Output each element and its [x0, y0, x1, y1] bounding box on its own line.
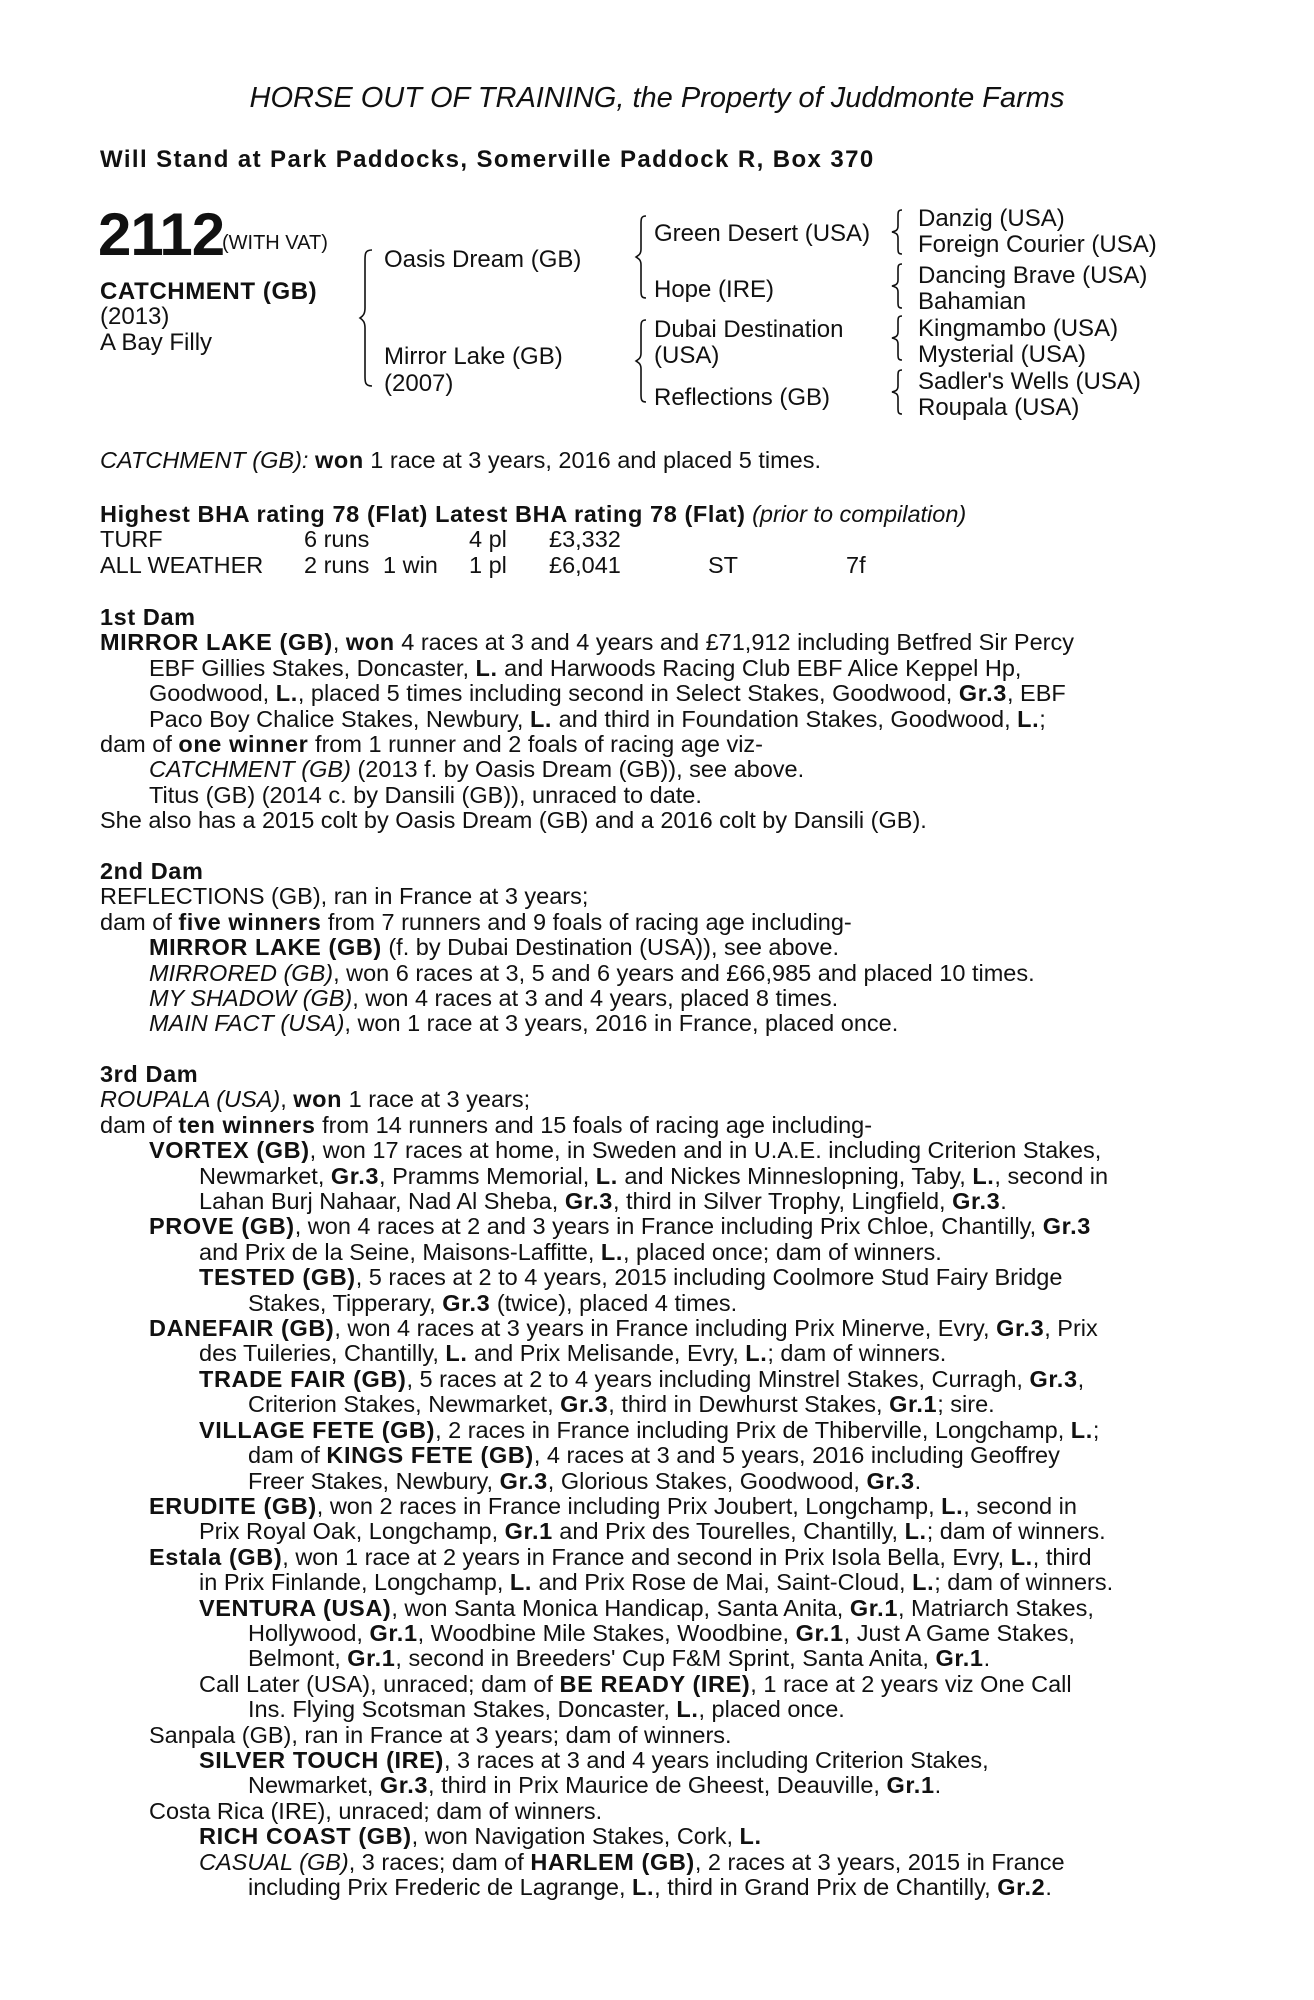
stand-location: Will Stand at Park Paddocks, Somerville Paddock R, Box 370	[100, 146, 875, 173]
first-dam-line: Goodwood, L., placed 5 times including second in Select Stakes, Goodwood, Gr.3, EBF	[149, 680, 1066, 707]
second-dam-section	[100, 859, 1035, 1037]
progeny-line: Sanpala (GB), ran in France at 3 years; dam of winners.	[149, 1721, 732, 1748]
second-dam-line: MIRRORED (GB), won 6 races at 3, 5 and 6 years and £66,985 and placed 10 times.	[149, 959, 1035, 986]
bha-rating: Highest BHA rating 78 (Flat) Latest BHA rating 78 (Flat) (prior to compilation)	[100, 501, 967, 527]
pedigree-dam-year: (2007)	[384, 370, 454, 397]
pedigree-sire-dam: Hope (IRE)	[654, 276, 775, 303]
first-dam-section	[100, 605, 1074, 834]
progeny-line: Newmarket, Gr.3, third in Prix Maurice de Gheest, Deauville, Gr.1.	[248, 1772, 942, 1799]
stats-aw-distance: 7f	[846, 552, 866, 578]
progeny-line: RICH COAST (GB), won Navigation Stakes, Cork, L.	[199, 1823, 762, 1850]
pedigree-dss: Kingmambo (USA)	[918, 315, 1119, 342]
progeny-line: in Prix Finlande, Longchamp, L. and Prix Rose de Mai, Saint-Cloud, L.; dam of winners.	[199, 1569, 1114, 1596]
pedigree-brace-dam	[636, 318, 648, 404]
second-dam-line: MIRROR LAKE (GB) (f. by Dubai Destination (USA)), see above.	[149, 934, 839, 961]
stats-turf-pl: 4 pl	[469, 526, 507, 552]
horse-description: A Bay Filly	[100, 329, 213, 356]
third-dam-section	[100, 1062, 1113, 1900]
pedigree-sire: Oasis Dream (GB)	[384, 246, 582, 273]
stats-aw-wins: 1 win	[383, 552, 438, 578]
progeny-line: Criterion Stakes, Newmarket, Gr.3, third in Dewhurst Stakes, Gr.1; sire.	[248, 1391, 995, 1418]
first-dam-line: EBF Gillies Stakes, Doncaster, L. and Harwoods Racing Club EBF Alice Keppel Hp,	[149, 654, 1022, 681]
first-dam-line: Paco Boy Chalice Stakes, Newbury, L. and third in Foundation Stakes, Goodwood, L.;	[149, 705, 1046, 732]
progeny-line: Newmarket, Gr.3, Pramms Memorial, L. and Nickes Minneslopning, Taby, L., second in	[199, 1162, 1109, 1189]
progeny-line: Prix Royal Oak, Longchamp, Gr.1 and Prix des Tourelles, Chantilly, L.; dam of winners.	[199, 1518, 1106, 1545]
progeny-line: des Tuileries, Chantilly, L. and Prix Melisande, Evry, L.; dam of winners.	[199, 1340, 947, 1367]
stats-turf-label: TURF	[100, 526, 163, 552]
stats-aw-earn: £6,041	[549, 552, 621, 578]
race-summary: CATCHMENT (GB): won 1 race at 3 years, 2016 and placed 5 times.	[100, 447, 821, 473]
third-dam-line: dam of ten winners from 14 runners and 15 foals of racing age including-	[100, 1111, 873, 1138]
pedigree-brace-ss	[892, 208, 904, 256]
pedigree-brace-ds	[892, 314, 904, 362]
second-dam-line: MY SHADOW (GB), won 4 races at 3 and 4 years, placed 8 times.	[149, 985, 839, 1012]
progeny-line: Hollywood, Gr.1, Woodbine Mile Stakes, Woodbine, Gr.1, Just A Game Stakes,	[248, 1619, 1075, 1646]
progeny-line: VENTURA (USA), won Santa Monica Handicap, Santa Anita, Gr.1, Matriarch Stakes,	[199, 1594, 1094, 1621]
pedigree-dam-sire-2: (USA)	[654, 342, 720, 369]
first-dam-line: Titus (GB) (2014 c. by Dansili (GB)), unraced to date.	[149, 781, 702, 808]
vat-note: (WITH VAT)	[222, 232, 328, 254]
pedigree-dsd: Mysterial (USA)	[918, 341, 1087, 368]
progeny-line: dam of KINGS FETE (GB), 4 races at 3 and 5 years, 2016 including Geoffrey	[248, 1442, 1060, 1469]
pedigree-brace-sd	[892, 262, 904, 310]
stats-aw-label: ALL WEATHER	[100, 552, 264, 578]
stats-turf-runs: 6 runs	[304, 526, 370, 552]
horse-year: (2013)	[100, 303, 170, 330]
progeny-line: Stakes, Tipperary, Gr.3 (twice), placed 4 times.	[248, 1289, 738, 1316]
progeny-line: DANEFAIR (GB), won 4 races at 3 years in France including Prix Minerve, Evry, Gr.3, Prix	[149, 1315, 1098, 1342]
pedigree-sds: Dancing Brave (USA)	[918, 262, 1148, 289]
pedigree-dam-sire: Dubai Destination	[654, 316, 844, 343]
progeny-line: including Prix Frederic de Lagrange, L., third in Grand Prix de Chantilly, Gr.2.	[248, 1874, 1052, 1900]
second-dam-line: dam of five winners from 7 runners and 9 foals of racing age including-	[100, 908, 852, 935]
first-dam-heading: 1st Dam	[100, 604, 196, 630]
progeny-line: PROVE (GB), won 4 races at 2 and 3 years in France including Prix Chloe, Chantilly, Gr.3	[149, 1213, 1091, 1240]
horse-name: CATCHMENT (GB)	[100, 278, 318, 305]
stats-aw-surface: ST	[708, 552, 739, 578]
stats-turf-earn: £3,332	[549, 526, 621, 552]
pedigree-brace-sire	[636, 214, 648, 300]
progeny-line: TRADE FAIR (GB), 5 races at 2 to 4 years including Minstrel Stakes, Curragh, Gr.3,	[199, 1365, 1085, 1392]
progeny-line: CASUAL (GB), 3 races; dam of HARLEM (GB), 2 races at 3 years, 2015 in France	[199, 1848, 1065, 1875]
progeny-line: VILLAGE FETE (GB), 2 races in France including Prix de Thiberville, Longchamp, L.;	[199, 1416, 1100, 1443]
pedigree-ddd: Roupala (USA)	[918, 394, 1080, 421]
progeny-line: Belmont, Gr.1, second in Breeders' Cup F&M Sprint, Santa Anita, Gr.1.	[248, 1645, 991, 1672]
pedigree-dds: Sadler's Wells (USA)	[918, 368, 1141, 395]
pedigree-ssd: Foreign Courier (USA)	[918, 231, 1157, 258]
progeny-line: Costa Rica (IRE), unraced; dam of winners.	[149, 1797, 603, 1824]
pedigree-sire-sire: Green Desert (USA)	[654, 220, 871, 247]
progeny-line: Ins. Flying Scotsman Stakes, Doncaster, L., placed once.	[248, 1696, 845, 1723]
pedigree-brace-main	[360, 248, 374, 388]
first-dam-line: CATCHMENT (GB) (2013 f. by Oasis Dream (GB)), see above.	[149, 756, 805, 783]
progeny-line: Estala (GB), won 1 race at 2 years in France and second in Prix Isola Bella, Evry, L., third	[149, 1543, 1092, 1570]
first-dam-line: She also has a 2015 colt by Oasis Dream (GB) and a 2016 colt by Dansili (GB).	[100, 807, 927, 834]
progeny-line: ERUDITE (GB), won 2 races in France including Prix Joubert, Longchamp, L., second in	[149, 1492, 1077, 1519]
pedigree-dam: Mirror Lake (GB)	[384, 343, 563, 370]
stats-aw-pl: 1 pl	[469, 552, 507, 578]
progeny-line: Call Later (USA), unraced; dam of BE READY (IRE), 1 race at 2 years viz One Call	[199, 1670, 1072, 1697]
third-dam-line: ROUPALA (USA), won 1 race at 3 years;	[100, 1086, 531, 1113]
lot-number: 2112	[98, 201, 225, 268]
third-dam-heading: 3rd Dam	[100, 1061, 199, 1087]
second-dam-heading: 2nd Dam	[100, 858, 204, 884]
pedigree-brace-dd	[892, 368, 904, 416]
second-dam-line: REFLECTIONS (GB), ran in France at 3 years;	[100, 883, 589, 910]
pedigree-sss: Danzig (USA)	[918, 205, 1065, 232]
pedigree-dam-dam: Reflections (GB)	[654, 384, 831, 411]
second-dam-line: MAIN FACT (USA), won 1 race at 3 years, 2016 in France, placed once.	[149, 1010, 899, 1037]
page-title: HORSE OUT OF TRAINING, the Property of Juddmonte Farms	[249, 82, 1065, 114]
progeny-line: Freer Stakes, Newbury, Gr.3, Glorious Stakes, Goodwood, Gr.3.	[248, 1467, 922, 1494]
progeny-line: VORTEX (GB), won 17 races at home, in Sweden and in U.A.E. including Criterion Stakes,	[149, 1137, 1102, 1164]
first-dam-line: MIRROR LAKE (GB), won 4 races at 3 and 4 years and £71,912 including Betfred Sir Percy	[100, 629, 1074, 656]
stats-aw-runs: 2 runs	[304, 552, 370, 578]
progeny-line: SILVER TOUCH (IRE), 3 races at 3 and 4 years including Criterion Stakes,	[199, 1746, 989, 1773]
first-dam-line: dam of one winner from 1 runner and 2 foals of racing age viz-	[100, 731, 763, 758]
pedigree-sdd: Bahamian	[918, 288, 1027, 315]
progeny-line: TESTED (GB), 5 races at 2 to 4 years, 2015 including Coolmore Stud Fairy Bridge	[199, 1264, 1063, 1291]
progeny-line: and Prix de la Seine, Maisons-Laffitte, L., placed once; dam of winners.	[199, 1238, 942, 1265]
progeny-line: Lahan Burj Nahaar, Nad Al Sheba, Gr.3, third in Silver Trophy, Lingfield, Gr.3.	[199, 1188, 1007, 1215]
